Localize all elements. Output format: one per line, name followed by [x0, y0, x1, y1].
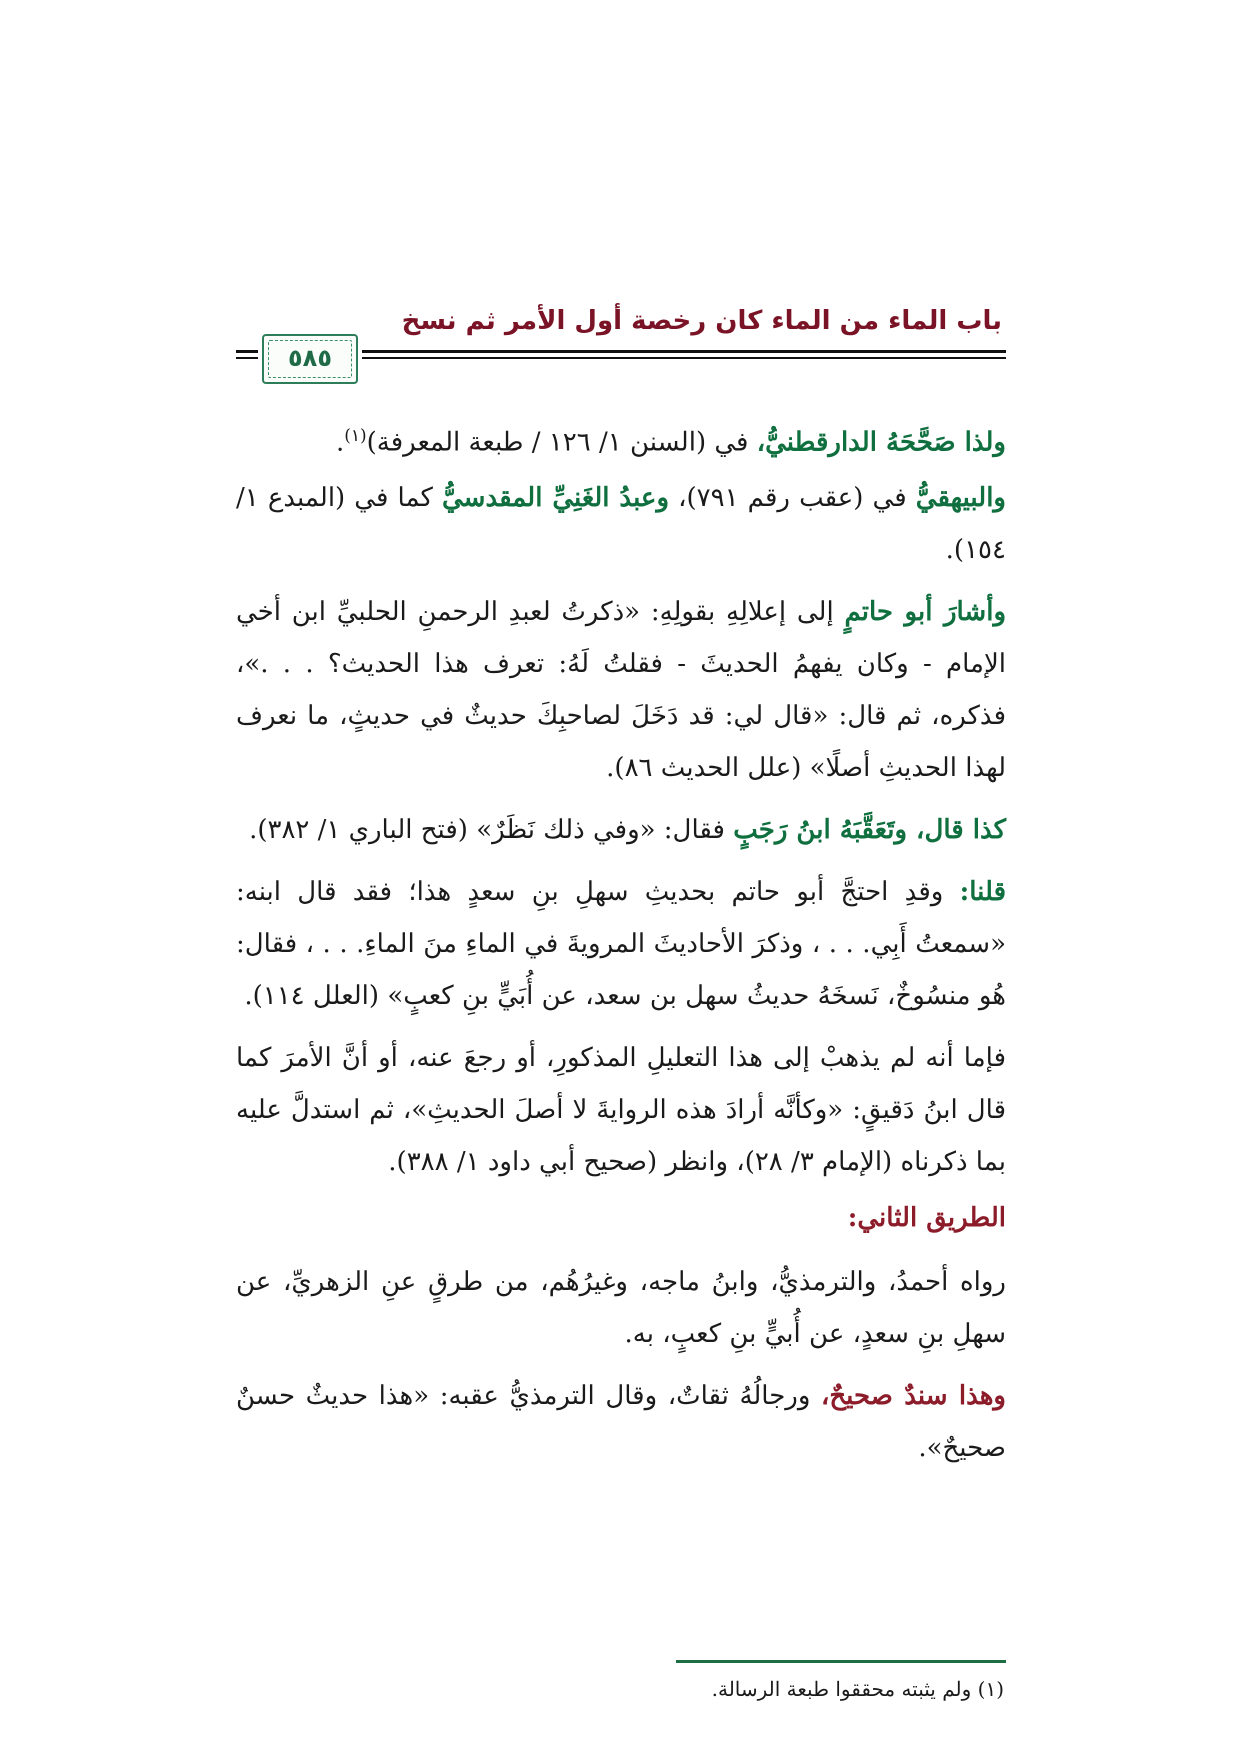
p7-text: رواه أحمدُ، والترمذيُّ، وابنُ ماجه، وغيرُهُم، من طرقٍ عنِ الزهريِّ، عن سهلِ بنِ سعدٍ، عن أُبيٍّ بنِ كعبٍ، به. [236, 1267, 1006, 1349]
page-number: ٥٨٥ [288, 344, 332, 372]
paragraph-8 [236, 1370, 1006, 1474]
p2-text-2: كما في (المبدع ١/ ١٥٤). [236, 483, 1006, 565]
footnote-1: (١) ولم يثبته محققوا طبعة الرسالة. [711, 1677, 1004, 1701]
header-rule-bottom-left [236, 357, 258, 359]
paragraph-2 [236, 472, 1006, 576]
p2-text-1: في (عقب رقم ٧٩١)، [669, 483, 916, 513]
p6-text: فإما أنه لم يذهبْ إلى هذا التعليلِ المذكورِ، أو رجعَ عنه، أو أنَّ الأمرَ كما قال ابنُ دَقيقٍ: «وكأنَّه أرادَ هذه الروايةَ لا أصلَ الحديثِ»، ثم استدلَّ عليه بما ذكرناه (الإمام ٣/ ٢٨)، وانظر (صحيح أبي داود ١/ ٣٨٨). [236, 1043, 1006, 1177]
p5-text: وقدِ احتجَّ أبو حاتم بحديثِ سهلِ بنِ سعدٍ هذا؛ فقد قال ابنه: «سمعتُ أَبِي. . . ، وذكرَ الأحاديثَ المرويةَ في الماءِ منَ الماءِ. . . ، فقال: هُو منسُوخٌ، نَسخَهُ حديثُ سهل بن سعد، عن أُبَيٍّ بنِ كعبٍ» (العلل ١١٤). [236, 877, 1006, 1011]
paragraph-7 [236, 1256, 1006, 1360]
header-rule-top-right [362, 350, 1006, 353]
paragraph-6 [236, 1032, 1006, 1188]
highlight-ibn-rajab: كذا قال، وتَعَقَّبَهُ ابنُ رَجَبٍ [733, 815, 1006, 845]
p3-text: إلى إعلالِهِ بقولِهِ: «ذكرتُ لعبدِ الرحمنِ الحلبيِّ ابن أخي الإمام - وكان يفهمُ الحديثَ - فقلتُ لَهُ: تعرف هذا الحديث؟ . . .»، فذكره، ثم قال: «قال لي: قد دَخَلَ لصاحبِكَ حديثٌ في حديثٍ، ما نعرف لهذا الحديثِ أصلًا» (علل الحديث ٨٦). [236, 597, 1006, 783]
paragraph-1 [236, 410, 1006, 469]
highlight-abu-hatim: وأشارَ أبو حاتمٍ [844, 597, 1006, 627]
footnote-marker[interactable]: (١) [344, 426, 367, 446]
p4-text: فقال: «وفي ذلك نَظَرٌ» (فتح الباري ١/ ٣٨٢). [249, 815, 734, 845]
header-rule-bottom-right [362, 357, 1006, 359]
highlight-abdulghani: وعبدُ الغَنِيِّ المقدسيُّ [441, 483, 669, 513]
footnote-separator [676, 1660, 1006, 1663]
highlight-qulna: قلنا: [959, 877, 1006, 907]
paragraph-4 [236, 804, 1006, 856]
highlight-bayhaqi: والبيهقيُّ [915, 483, 1006, 513]
section-heading [236, 1192, 1006, 1244]
highlight-sahih: وهذا سندٌ صحيحٌ، [820, 1381, 1006, 1411]
header-rule-top-left [236, 350, 258, 353]
p1-end: . [335, 427, 345, 458]
p1-text: في (السنن ١/ ١٢٦ / طبعة المعرفة) [366, 427, 757, 458]
paragraph-5 [236, 866, 1006, 1022]
heading-second-path: الطريق الثاني: [847, 1203, 1006, 1233]
chapter-title: باب الماء من الماء كان رخصة أول الأمر ثم نسخ [401, 306, 1002, 336]
p8-text: ورجالُهُ ثقاتٌ، وقال الترمذيُّ عقبه: «هذا حديثٌ حسنٌ صحيحٌ». [236, 1381, 1006, 1463]
highlight-daraqutni: ولذا صَحَّحَهُ الدارقطنيُّ، [756, 427, 1006, 458]
paragraph-3 [236, 586, 1006, 794]
page-number-badge [262, 334, 358, 384]
